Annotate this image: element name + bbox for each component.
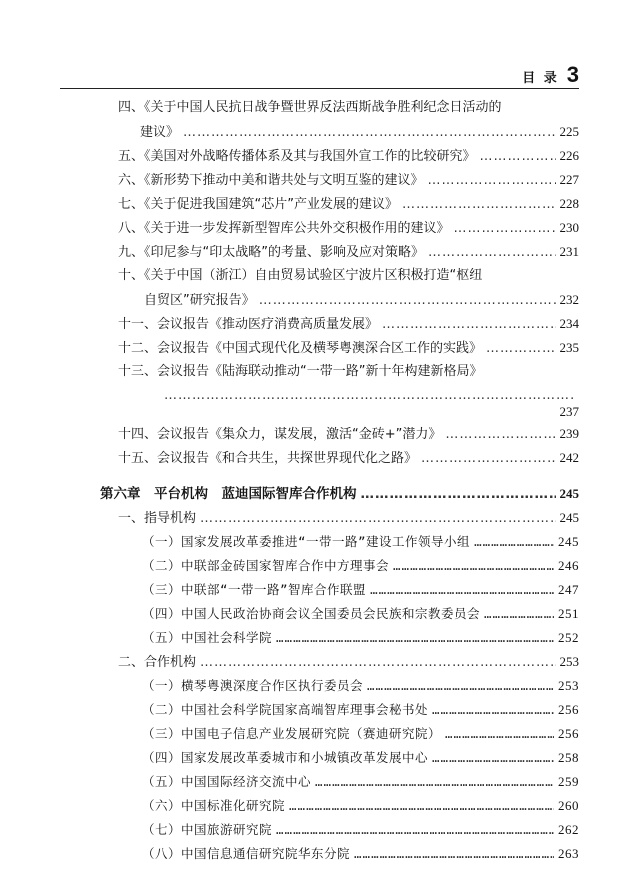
toc-entry-4-line-2[interactable] (140, 122, 579, 143)
toc-page-number: 252 (558, 630, 579, 645)
section-title: 一、指导机构 (118, 511, 197, 526)
toc-subentry[interactable] (142, 844, 579, 864)
leader-dots (428, 243, 556, 263)
toc-page-number: 234 (559, 316, 579, 331)
toc-subentry[interactable] (142, 772, 579, 792)
toc-subentry[interactable] (142, 796, 579, 816)
section-title: 二、合作机构 (118, 655, 197, 670)
toc-entry-title: 自贸区”研究报告》 (144, 293, 255, 308)
toc-entry-title: 六、《新形势下推动中美和谐共处与文明互鉴的建议》 (118, 173, 424, 188)
toc-page-number: 245 (558, 534, 579, 549)
leader-dots (474, 532, 554, 552)
toc-entry-title: （二）中国社会科学院国家高端智库理事会秘书处 (142, 702, 429, 717)
toc-entry-title: （三）中国电子信息产业发展研究院（赛迪研究院） (142, 726, 442, 741)
leader-dots (276, 820, 554, 840)
toc-page-number: 232 (559, 292, 579, 307)
toc-page-number: 259 (558, 774, 579, 789)
leader-dots (200, 509, 555, 529)
toc-subentry[interactable] (142, 604, 579, 624)
toc-entry-title: 七、《关于促进我国建筑“芯片”产业发展的建议》 (118, 197, 398, 212)
toc-entry-title: （一）国家发展改革委推进“一带一路”建设工作领导小组 (142, 534, 471, 549)
leader-dots (164, 386, 575, 406)
toc-page-number: 235 (559, 340, 579, 355)
toc-entry-title: 十三、会议报告《陆海联动推动“一带一路”新十年构建新格局》 (118, 364, 483, 379)
toc-page-number: 245 (559, 486, 579, 501)
toc-page-number: 247 (558, 582, 579, 597)
leader-dots (183, 123, 555, 143)
toc-page-number: 258 (558, 750, 579, 765)
toc-entry-11[interactable] (118, 314, 579, 335)
leader-dots (432, 748, 554, 768)
leader-dots (289, 796, 554, 816)
leader-dots (445, 425, 555, 445)
leader-dots (480, 147, 556, 167)
toc-page-number: 226 (559, 148, 579, 163)
toc-page-number: 263 (558, 846, 579, 861)
toc-subentry[interactable] (142, 700, 579, 720)
toc-subentry[interactable] (142, 748, 579, 768)
leader-dots (393, 556, 554, 576)
toc-entry-title: （三）中联部“一带一路”智库合作联盟 (142, 582, 367, 597)
toc-entry-13-line-2[interactable] (160, 386, 579, 406)
leader-dots (370, 580, 554, 600)
leader-dots (367, 676, 554, 696)
toc-chapter-6[interactable] (100, 484, 579, 504)
toc-entry-10-line-2[interactable] (144, 290, 579, 311)
toc-entry-title: （四）国家发展改革委城市和小城镇改革发展中心 (142, 750, 429, 765)
leader-dots (259, 291, 556, 311)
toc-subentry[interactable] (142, 556, 579, 576)
leader-dots (200, 653, 555, 673)
toc-entry-title: 四、《关于中国人民抗日战争暨世界反法西斯战争胜利纪念日活动的 (118, 100, 502, 115)
toc-page-number: 239 (559, 426, 579, 441)
leader-dots (382, 315, 555, 335)
toc-entry-title: （六）中国标准化研究院 (142, 798, 286, 813)
toc-page-number: 246 (558, 558, 579, 573)
toc-entry-title: 五、《美国对外战略传播体系及其与我国外宣工作的比较研究》 (118, 149, 476, 164)
toc-entry-title: （八）中国信息通信研究院华东分院 (142, 846, 351, 861)
toc-entry-title: 九、《印尼参与“印太战略”的考量、影响及应对策略》 (118, 245, 424, 260)
toc-entry-title: 十一、会议报告《推动医疗消费高质量发展》 (118, 317, 379, 332)
toc-subentry[interactable] (142, 532, 579, 552)
running-head-label: 目 录 (522, 71, 559, 86)
toc-entry-title: 建议》 (140, 125, 180, 140)
toc-subentry[interactable] (142, 724, 579, 744)
toc-entry-12[interactable] (118, 338, 579, 359)
leader-dots (402, 195, 556, 215)
toc-page-number: 237 (559, 404, 579, 419)
leader-dots (276, 628, 554, 648)
toc-entry-14[interactable] (118, 424, 579, 445)
toc-subentry[interactable] (142, 676, 579, 696)
toc-entry-title: 十四、会议报告《集众力，谋发展，激活“金砖+”潜力》 (118, 427, 442, 442)
toc-entry-13-line-1[interactable] (118, 362, 579, 382)
leader-dots (484, 604, 554, 624)
toc-entry-7[interactable] (118, 194, 579, 215)
toc-page-number: 256 (558, 726, 579, 741)
chapter-title: 第六章 平台机构 蓝迪国际智库合作机构 (100, 486, 357, 502)
toc-entry-title: （五）中国国际经济交流中心 (142, 774, 312, 789)
toc-entry-title: 十五、会议报告《和合共生，共探世界现代化之路》 (118, 451, 418, 466)
toc-page-number: 231 (559, 244, 579, 259)
toc-section-2[interactable] (118, 652, 579, 673)
toc-page-number: 260 (558, 798, 579, 813)
toc-page-number: 245 (559, 510, 579, 525)
toc-page-number: 253 (559, 654, 579, 669)
toc-subentry[interactable] (142, 820, 579, 840)
leader-dots (445, 724, 554, 744)
toc-entry-title: （四）中国人民政治协商会议全国委员会民族和宗教委员会 (142, 606, 481, 621)
toc-entry-6[interactable] (118, 170, 579, 191)
toc-page-number: 225 (559, 124, 579, 139)
toc-entry-15[interactable] (118, 448, 579, 469)
toc-page-number: 227 (559, 172, 579, 187)
leader-dots (486, 339, 555, 359)
toc-entry-title: 十、《关于中国（浙江）自由贸易试验区宁波片区积极打造“枢纽 (118, 268, 483, 283)
toc-subentry[interactable] (142, 628, 579, 648)
toc-page-number: 230 (559, 220, 579, 235)
toc-entry-title: 十二、会议报告《中国式现代化及横琴粤澳深合区工作的实践》 (118, 341, 483, 356)
toc-entry-9[interactable] (118, 242, 579, 263)
header-rule (60, 88, 579, 89)
leader-dots (428, 171, 556, 191)
toc-section-1[interactable] (118, 508, 579, 529)
leader-dots (361, 484, 556, 504)
leader-dots (315, 772, 554, 792)
toc-page-number: 262 (558, 822, 579, 837)
toc-entry-title: （五）中国社会科学院 (142, 630, 273, 645)
toc-page-number: 242 (559, 450, 579, 465)
leader-dots (454, 219, 556, 239)
toc-entry-title: （二）中联部金砖国家智库合作中方理事会 (142, 558, 390, 573)
toc-entry-5[interactable] (118, 146, 579, 167)
running-head (522, 62, 579, 88)
leader-dots (432, 700, 554, 720)
toc-entry-title: （一）横琴粤澳深度合作区执行委员会 (142, 678, 364, 693)
toc-page-number: 228 (559, 196, 579, 211)
toc-page-number: 256 (558, 702, 579, 717)
leader-dots (421, 449, 555, 469)
toc-page-number: 251 (558, 606, 579, 621)
toc-entry-10-line-1[interactable] (118, 266, 579, 286)
toc-entry-title: （七）中国旅游研究院 (142, 822, 273, 837)
toc-entry-8[interactable] (118, 218, 579, 239)
toc-entry-13-page-line[interactable] (520, 402, 579, 422)
page-number: 3 (566, 62, 579, 87)
toc-page-number: 253 (558, 678, 579, 693)
toc-subentry[interactable] (142, 580, 579, 600)
toc-entry-4-line-1[interactable] (118, 98, 579, 118)
toc-entry-title: 八、《关于进一步发挥新型智库公共外交积极作用的建议》 (118, 221, 450, 236)
leader-dots (354, 844, 554, 864)
